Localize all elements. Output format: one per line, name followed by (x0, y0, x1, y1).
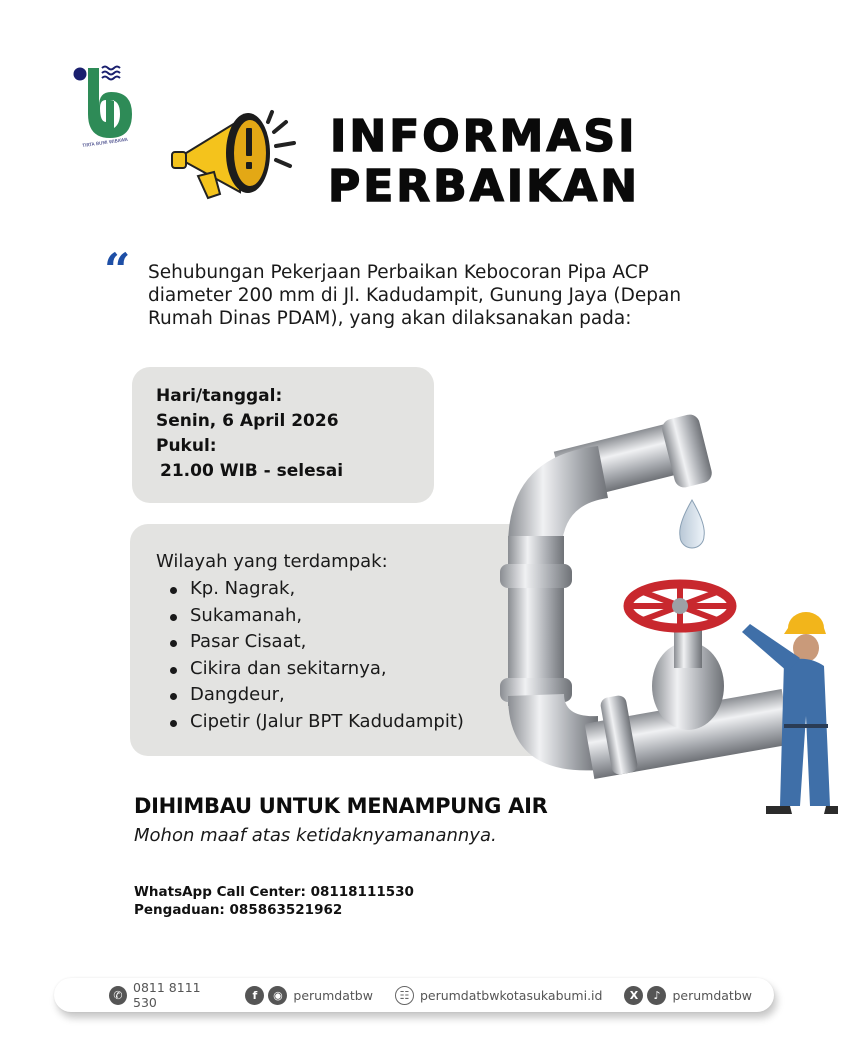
time-value: 21.00 WIB - selesai (160, 461, 344, 481)
title-line-1: INFORMASI (330, 111, 638, 162)
intro-paragraph: Sehubungan Pekerjaan Perbaikan Kebocoran Pipa ACP diameter 200 mm di Jl. Kadudampit, Gunung Jaya (Depan Rumah Dinas PDAM), yang akan dilaksanakan pada: (148, 262, 682, 329)
date-label: Hari/tanggal: (156, 386, 283, 406)
bullet-icon (170, 667, 177, 674)
bullet-icon (170, 614, 177, 621)
svg-text:TIRTA BUMI WIBAWA: TIRTA BUMI WIBAWA (82, 137, 129, 148)
whatsapp-call-center: WhatsApp Call Center: 08118111530 (134, 884, 414, 900)
complaints-number: Pengaduan: 085863521962 (134, 902, 343, 918)
footer-contact-bar (54, 978, 774, 1012)
whatsapp-icon: ✆ (109, 986, 127, 1005)
megaphone-illustration (170, 108, 300, 208)
title-line-2: PERBAIKAN (328, 161, 641, 212)
footer-website[interactable] (395, 986, 603, 1005)
x-icon: X (624, 986, 643, 1005)
list-item-label: Cikira dan sekitarnya, (190, 657, 387, 679)
footer-phone[interactable] (109, 980, 223, 1010)
contact-info (134, 883, 414, 919)
company-logo (70, 64, 140, 148)
list-item-label: Cipetir (Jalur BPT Kadudampit) (190, 710, 464, 732)
list-item-label: Kp. Nagrak, (190, 578, 296, 599)
time-label: Pukul: (156, 436, 217, 456)
bullet-icon (170, 640, 177, 647)
footer-social1-text: perumdatbw (293, 987, 373, 1003)
tirta-bumi-wibawa-logo-icon (70, 64, 140, 148)
schedule-box (132, 367, 434, 503)
list-item-label: Sukamanah, (190, 604, 303, 626)
appeal-heading: DIHIMBAU UNTUK MENAMPUNG AIR (134, 794, 548, 818)
apology-text: Mohon maaf atas ketidaknyamanannya. (134, 825, 497, 846)
date-value: Senin, 6 April 2026 (156, 411, 339, 431)
megaphone-icon (170, 108, 300, 208)
bullet-icon (170, 693, 177, 700)
footer-social-facebook-instagram[interactable] (245, 986, 373, 1005)
affected-area-title: Wilayah yang terdampak: (156, 551, 388, 572)
footer-social-x-tiktok[interactable] (624, 986, 752, 1005)
list-item-label: Pasar Cisaat, (190, 631, 307, 653)
facebook-icon: f (245, 986, 264, 1005)
tiktok-icon: ♪ (647, 986, 666, 1005)
bullet-icon (170, 587, 177, 594)
footer-social2-text: perumdatbw (672, 987, 752, 1003)
globe-icon: ☷ (395, 986, 414, 1005)
bullet-icon (170, 720, 177, 727)
footer-phone-text: 0811 8111 530 (133, 980, 201, 1010)
instagram-icon: ◉ (268, 986, 287, 1005)
quote-icon: “ (104, 243, 131, 297)
list-item-label: Dangdeur, (190, 684, 285, 706)
footer-website-text: perumdatbwkotasukabumi.id (419, 987, 603, 1003)
page-title (330, 112, 650, 212)
